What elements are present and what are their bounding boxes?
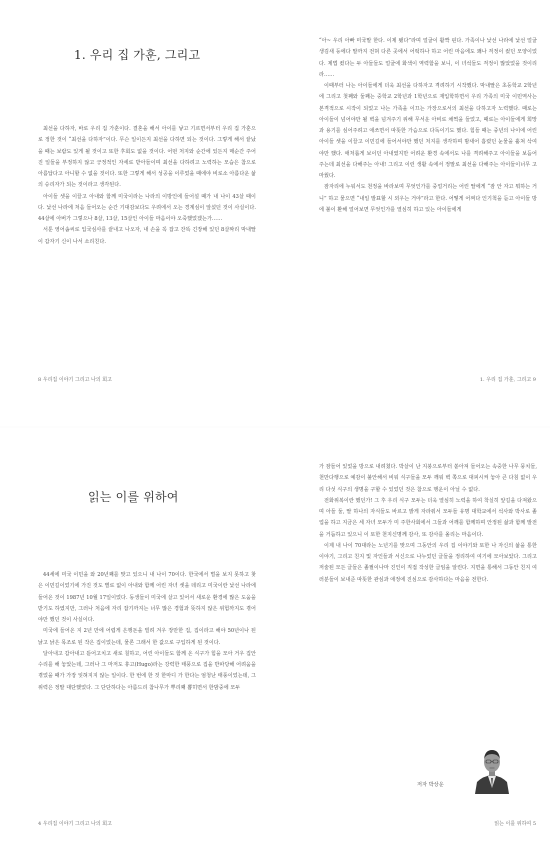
author-signature: 저자 박상운 bbox=[417, 782, 444, 788]
page-footer: 읽는 이를 위하여 5 bbox=[494, 821, 536, 827]
body-text bbox=[38, 124, 256, 248]
paragraph: 아이들 셋을 이끌고 아내와 함께 미국이라는 나라의 이방인에 들어설 때가 내 나이 43살 때이다. 낯선 나라에 처음 들어오는 순간 기대감보다도 우려에서 오는 경계심이 앞섰던 것이 사실이다. 44살에 아버가 그렇으나 8살, 13살, 15살인 아이들 마음이야 오죽했었겠는가…… bbox=[38, 193, 256, 222]
paragraph: 미국에 들어온 지 2년 만에 어렵게 은행돈을 빌려 겨우 장만한 집, 집이라고 해야 50년이나 된 낡고 낡은 목조로 된 작은 집이었는데, 물론 그래서 한 값으로 구입하게 된 것이다. bbox=[38, 628, 256, 646]
page-footer: 8 우리집 이야기 그리고 나의 회고 bbox=[38, 377, 112, 383]
portrait-image bbox=[473, 744, 511, 794]
body-text bbox=[38, 570, 256, 694]
paragraph: 이제 내 나이 70대라는 노년기를 맞으며 그동안의 우리 집 이야기와 또한 나 자신의 삶을 통한 이야기, 그리고 친지 및 자인들과 서신으로 나누었던 글들을 정리하여 여기에 모아보았다. 그리고 저술된 모든 글들은 졸필이나마 진인이 직접 작성한 글임을 알린다. 지면을 통해서 그동안 친지 여러분들이 보내준 따뜻한 관심과 애정에 진심으로 감사하다는 마음을 전한다. bbox=[319, 542, 537, 583]
page-8 bbox=[0, 0, 275, 428]
author-portrait bbox=[473, 744, 511, 794]
preface-title: 읽는 이를 위하여 bbox=[88, 490, 179, 504]
page-footer: 1. 우리 집 가훈, 그리고 9 bbox=[479, 377, 536, 383]
paragraph: 가 잠들어 있었을 방으로 내려쳤다. 박살이 난 지붕으로부터 쏟아져 들어오는 속중한 나무 뭉치들, 천만다행으로 예감이 불안해서 비워 식구들을 모두 깨워 벽 쪽으로 대피시켜 놓아 큰 다침 없이 우리 다섯 식구의 생명을 구할 수 있었던 것은 참으로 행운이 아닐 수 없다. bbox=[319, 464, 537, 493]
chapter-title: 1. 우리 집 가훈, 그리고 bbox=[74, 48, 201, 62]
paragraph: 이때부터 나는 아이들에게 더욱 최선을 다하자고 격려하기 시작했다. 막내딸은 초등학교 2학년에 그리고 첫째와 둘째는 중학교 2학년과 1학년으로 재입학하면서 우리 가족의 미국 이민역사는 본격적으로 시작이 되었고 나는 가족을 이끄는 가장으로서의 최선을 다하고자 노력했다. 때로는 아이들이 넘어야만 될 벽을 넘겨주기 위해 무서운 아비로 채찍을 들었고, 때로는 아이들에게 희망과 용기를 심어주려고 애쓰면서 따뜻한 가슴으로 다독이기도 했다. 힘들 때는 중년의 나이에 어린 아이들 셋을 이끌고 이민길에 들어서야만 했던 처지를 생각하며 밤새어 흡렸던 눈물을 훔쳐 삭여야만 했다. 애처롭게 보이던 아내였지만 어려운 환경 속에서도 나를 격려해주고 아이들을 보듬어주는데 최선을 다해주는 아내! 그리고 이런 생활 속에서 정말로 최선을 다해주는 아이들이너무 고마웠다. bbox=[319, 83, 537, 179]
page-footer: 4 우리집 이야기 그리고 나의 회고 bbox=[38, 821, 112, 827]
paragraph: 44세에 미국 이민을 와 20년째를 맞고 있으니 내 나이 70이다. 한국에서 벌을 보지 못하고 찾은 이민길이었기에 가진 것도 별로 없이 아내와 함께 어린 자녀 셋을 데리고 미국이란 낯선 나라에 들어온 것이 1987년 10월 17일이었다. 동생들이 미국에 살고 있어서 새로운 환경에 많은 도움을 받기도 하였지만, 그러나 처음에 자리 잡기까지는 너무 많은 경험과 뜻하지 않은 위험까지도 겪어야만 했던 것이 사실이다. bbox=[38, 572, 256, 623]
page-9 bbox=[275, 0, 550, 428]
paragraph: 전화위복이란 했던가! 그 후 우리 식구 모두는 더욱 열심히 노력을 하여 착실히 앞길을 다져왔으며 아들 둘, 딸 하나의 자식들도 바르고 밝게 자라줘서 모두들 유명 대학교에서 석사와 박사로 졸업을 하고 지금은 세 자녀 모두가 미 주한사회에서 그들과 어깨를 함께하며 안정된 삶과 함께 발전을 거듭하고 있으니 이 또한 천지신명께 감사, 또 감사를 올리는 마음이다. bbox=[319, 497, 537, 538]
paragraph: 달아내고 갑아내고 뜯어고치고 새로 칠하고, 어린 아이들도 함께 온 식구가 힘을 모아 거우 집안 수리를 해 놓았는데, 그러나 그 마저도 휴고(Hugo)라는 강력한 태풍으로 집을 반파당해 어려움을 겪었을 때가 가장 잊혀지지 않는 일이다. 한 번에 한 것 한마디 가 한다는 엄청난 태풍이었는데, 그 위력은 정말 대단했었다. 그 단단하다는 아름드리 참나무가 뿌리째 뽑히면서 한밤중에 모두 bbox=[38, 650, 256, 691]
paragraph: “아~ 우리 아빠 미국말 한다. 이제 됐다”라며 얼굴이 활짝 핀다. 가족이나 낯선 나라에 낯선 얼굴 생김새 등에다 말까지 전혀 다른 곳에서 어떡하나 하고 어린 마음에도 꽤나 걱정이 컸던 모양이었다. 제법 컸다는 두 아들들도 얼굴에 화색이 역력함을 보니, 이 녀석들도 걱정이 많았었을 것이리라…… bbox=[319, 38, 537, 78]
page-5 bbox=[275, 428, 550, 852]
paragraph: 최선을 다하자, 바로 우리 집 가훈이다. 결혼을 해서 아이를 낳고 기르면서부터 우리 집 가훈으로 정한 것이 “최선을 다하자”이다. 무슨 일이든지 최선을 다하면 되는 것이다. 그렇게 해서 끝났을 때는 보람도 있게 될 것이고 또한 후회도 없을 것이다. 어떤 처지와 순간에 있든지 매순간 주어진 일들을 부정하지 않고 긍정적인 자세로 받아들이며 최선을 다하려고 노력하는 모습은 참으로 아름답다고 아니할 수 없을 것이다. 또한 그렇게 해서 성공을 이루었을 때에야 비로소 아름다운 삶의 승리자가 되는 것이라고 생각된다. bbox=[38, 126, 256, 189]
paragraph: 잠자리에 누워서도 천정을 바라보며 무엇인가를 중얼거리는 어린 딸에게 “잠 안 자고 뭐하는 거니” 하고 물으면 “내일 발표할 시 외우는 거야”라고 한다. 어떻게 어쩌다 인기척을 듣고 아이들 방에 불이 환해 얼어보면 무엇인가를 열심히 하고 있는 아이들에게 bbox=[319, 184, 537, 213]
body-text bbox=[319, 462, 537, 586]
page-4 bbox=[0, 428, 275, 852]
paragraph: 서툰 영어솜씨로 입국심사를 끝내고 나오자, 내 손을 꼭 잡고 잔뜩 긴장해 있던 8살짜리 막내딸이 갑자기 신이 나서 소리친다. bbox=[38, 227, 256, 245]
bottom-spread bbox=[0, 428, 550, 852]
body-text bbox=[319, 36, 537, 216]
